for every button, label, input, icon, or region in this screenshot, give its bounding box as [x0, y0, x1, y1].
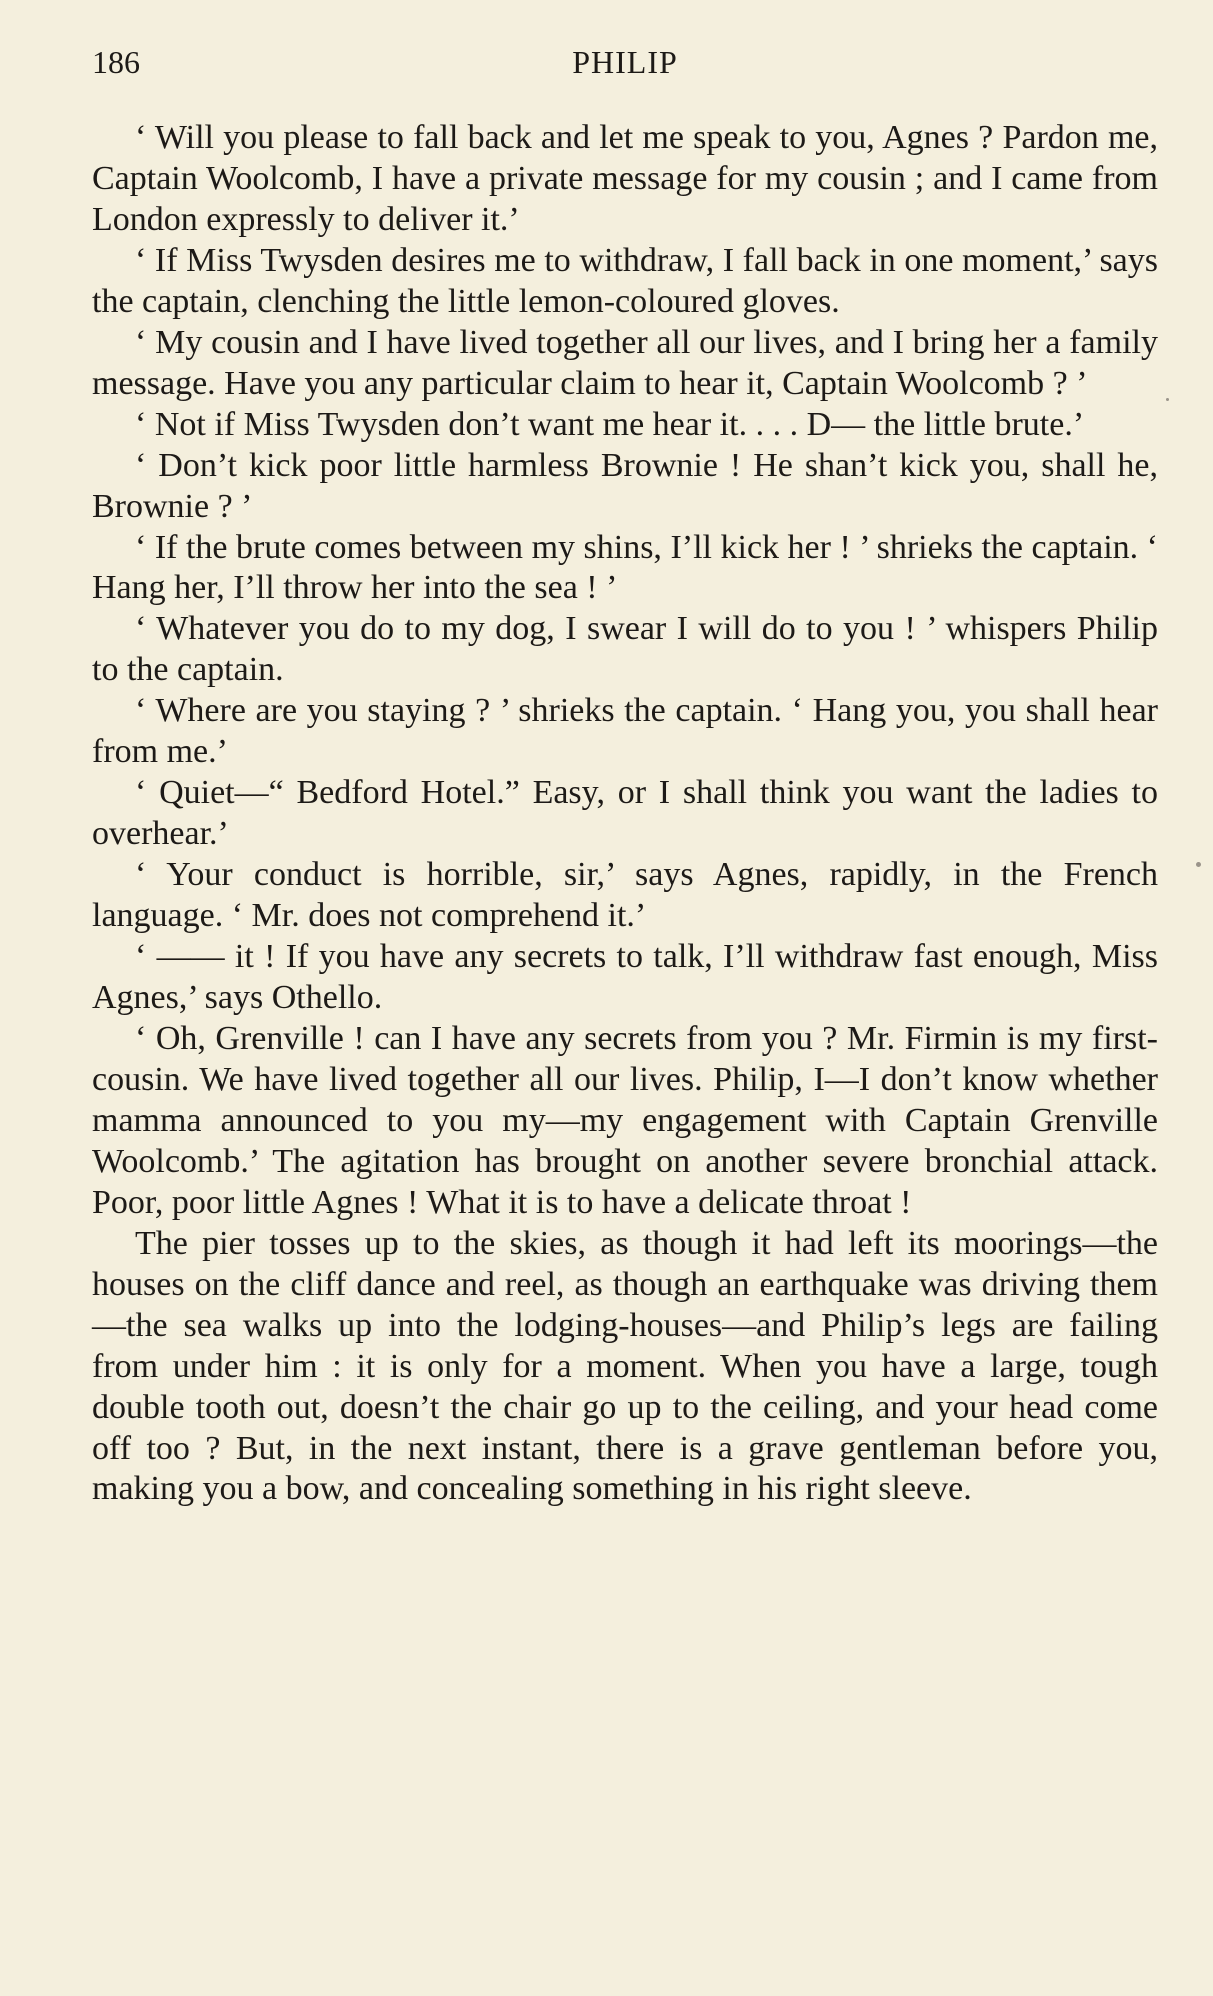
paper-speck [1166, 398, 1169, 401]
paragraph: ‘ Whatever you do to my dog, I swear I will do to you ! ’ whispers Philip to the captain. [92, 610, 1158, 689]
paragraph: ‘ Quiet—“ Bedford Hotel.” Easy, or I shall think you want the ladies to overhear.’ [92, 774, 1158, 853]
paragraph: ‘ If the brute comes between my shins, I’ll kick her ! ’ shrieks the captain. ‘ Hang her, I’ll throw her into the sea ! ’ [92, 528, 1158, 607]
paragraph: ‘ If Miss Twysden desires me to withdraw, I fall back in one moment,’ says the captain, clenching the little lemon-coloured gloves. [92, 241, 1158, 320]
paragraph: ‘ Don’t kick poor little harmless Brownie ! He shan’t kick you, shall he, Brownie ? ’ [92, 446, 1158, 525]
paragraph: ‘ My cousin and I have lived together all our lives, and I bring her a family message. Have you any particular claim to hear it, Captain Woolcomb ? ’ [92, 323, 1158, 402]
paragraph: ‘ Your conduct is horrible, sir,’ says Agnes, rapidly, in the French language. ‘ Mr. does not comprehend it.’ [92, 856, 1158, 935]
paragraph: ‘ —— it ! If you have any secrets to talk, I’ll withdraw fast enough, Miss Agnes,’ says Othello. [92, 938, 1158, 1017]
page-header [92, 44, 1158, 88]
body-text [92, 118, 1158, 1510]
paragraph: ‘ Oh, Grenville ! can I have any secrets from you ? Mr. Firmin is my first-cousin. We have lived together all our lives. Philip, I—I don’t know whether mamma announced to you my—my engagement with Captain Grenville Woolcomb.’ The agitation has brought on another severe bronchial attack. Poor, poor little Agnes ! What it is to have a delicate throat ! [92, 1019, 1158, 1221]
paragraph: ‘ Will you please to fall back and let me speak to you, Agnes ? Pardon me, Captain Woolcomb, I have a private message for my cousin ; and I came from London expressly to deliver it.’ [92, 119, 1158, 238]
page-number: 186 [92, 44, 140, 80]
paragraph: ‘ Where are you staying ? ’ shrieks the captain. ‘ Hang you, you shall hear from me.’ [92, 692, 1158, 771]
paragraph: The pier tosses up to the skies, as though it had left its moorings—the houses on the cliff dance and reel, as though an earthquake was driving them—the sea walks up into the lodging-houses—and Philip’s legs are failing from under him : it is only for a moment. When you have a large, tough double tooth out, doesn’t the chair go up to the ceiling, and your head come off too ? But, in the next instant, there is a grave gentleman before you, making you a bow, and concealing something in his right sleeve. [92, 1224, 1158, 1508]
paper-speck [1196, 862, 1201, 867]
running-title: PHILIP [572, 44, 678, 80]
paragraph: ‘ Not if Miss Twysden don’t want me hear it. . . . D— the little brute.’ [135, 405, 1085, 443]
